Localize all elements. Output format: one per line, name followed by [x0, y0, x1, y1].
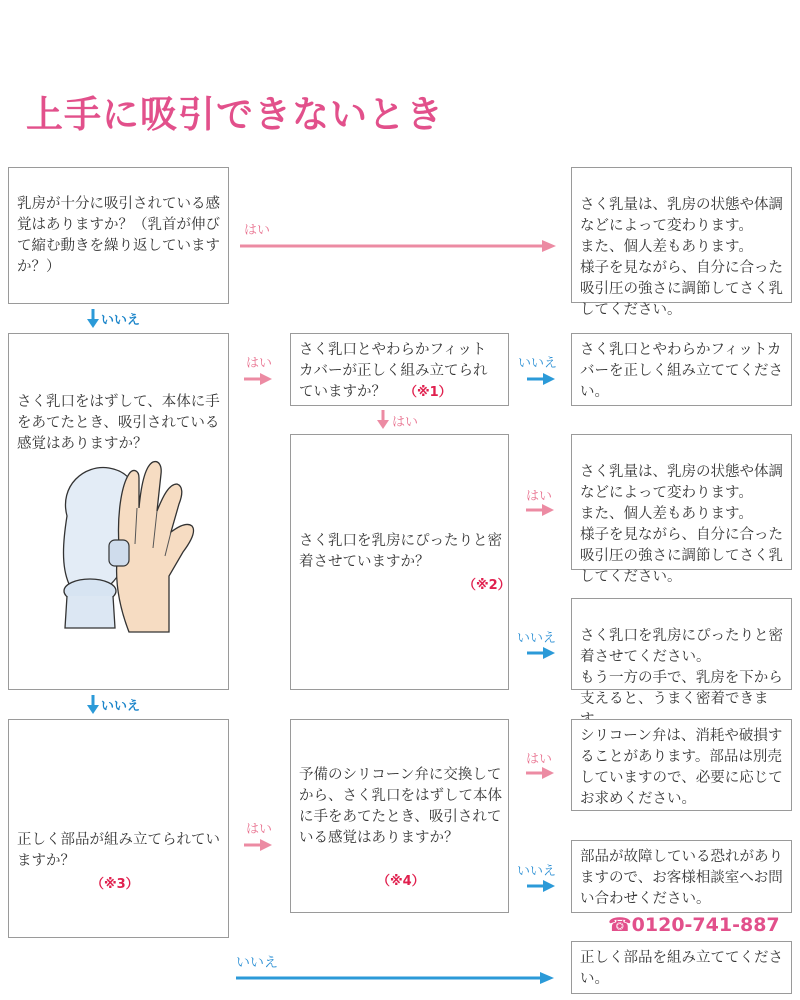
- yes-label-3: はい: [392, 415, 419, 430]
- question-3-box: [8, 719, 229, 938]
- answer-3a-no-text: 部品が故障している恐れがありますので、お客様相談室へお問い合わせください。: [580, 849, 783, 907]
- answer-3-no-text: 正しく部品を組み立ててください。: [580, 950, 783, 987]
- question-3a-text: 予備のシリコーン弁に交換してから、さく乳口をはずして本体に手をあてたとき、吸引されている感覚はありますか？: [299, 767, 502, 846]
- no-arrow-4: [527, 879, 557, 893]
- no-label-4: いいえ: [101, 699, 141, 714]
- answer-2a-text: さく乳口とやわらかフィットカバーを正しく組み立ててください。: [580, 342, 783, 400]
- note-4: （※4）: [377, 874, 425, 889]
- note-1: （※1）: [404, 385, 452, 400]
- question-2a-box: [290, 333, 509, 406]
- answer-2b-yes-box: [571, 434, 792, 585]
- yes-arrow-4: [244, 838, 274, 852]
- question-2b-box: [290, 434, 509, 690]
- yes-arrow-3: [526, 503, 556, 517]
- yes-label-5: はい: [246, 822, 273, 837]
- yes-label-6: はい: [526, 752, 553, 767]
- question-2b-text: さく乳口を乳房にぴったりと密着させていますか？: [299, 533, 502, 570]
- no-arrow-5: [236, 970, 560, 986]
- no-arrow-2: [527, 372, 557, 386]
- yes-label-1: はい: [244, 223, 271, 238]
- no-label-2: いいえ: [518, 356, 558, 371]
- no-arrow-down-2: [86, 695, 100, 715]
- note-3: （※3）: [91, 877, 139, 892]
- question-2-text: さく乳口をはずして、本体に手をあてたとき、吸引されている感覚はありますか？: [17, 394, 220, 452]
- answer-3a-yes-box: [571, 719, 792, 811]
- no-label-3: いいえ: [517, 631, 557, 646]
- answer-3-no-box: [571, 941, 792, 994]
- no-arrow-down-1: [86, 309, 100, 329]
- question-3a-box: [290, 719, 509, 913]
- yes-arrow-1: [240, 238, 560, 254]
- answer-3a-yes-text: シリコーン弁は、消耗や破損することがあります。部品は別売していますので、必要に応じてお求めください。: [580, 728, 783, 807]
- page-title: 上手に吸引できないとき: [26, 93, 444, 136]
- question-3-text: 正しく部品が組み立てられていますか？: [17, 832, 220, 869]
- yes-arrow-5: [526, 766, 556, 780]
- note-2: （※2）: [463, 578, 511, 593]
- answer-1-box: [571, 167, 792, 318]
- answer-3a-no-box: [571, 840, 792, 913]
- yes-arrow-2: [244, 372, 274, 386]
- answer-2b-no-text: さく乳口を乳房にぴったりと密着させてください。 もう一方の手で、乳房を下から支えると、うまく密着できま: [580, 628, 783, 707]
- question-2-box: [8, 333, 229, 690]
- phone-number: ☎0120-741-887: [608, 914, 780, 936]
- yes-label-4: はい: [526, 489, 553, 504]
- no-label-5: いいえ: [517, 864, 557, 879]
- answer-2b-yes-text: さく乳量は、乳房の状態や体調などによって変わります。 また、個人差もあります。 様子を見ながら、自分に合った吸引圧の強さに調節してさく乳してください。: [580, 464, 783, 585]
- yes-arrow-down-2: [376, 410, 390, 430]
- question-2a-text: さく乳口とやわらかフィットカバーが正しく組み立てられていますか？: [299, 342, 488, 400]
- hand-on-pump-illustration: [49, 456, 199, 636]
- no-label-6: いいえ: [236, 955, 278, 971]
- answer-2b-no-box: [571, 598, 792, 707]
- yes-label-2: はい: [246, 356, 273, 371]
- no-label-1: いいえ: [101, 313, 141, 328]
- no-arrow-3: [527, 646, 557, 660]
- question-1-text: 乳房が十分に吸引されている感覚はありますか？（乳首が伸びて縮む動きを繰り返していますか？）: [17, 195, 220, 275]
- answer-2a-box: [571, 333, 792, 406]
- question-1-box: [8, 167, 229, 304]
- answer-1-text: さく乳量は、乳房の状態や体調などによって変わります。 また、個人差もあります。 様子を見ながら、自分に合った吸引圧の強さに調節してさく乳してください。: [580, 197, 783, 318]
